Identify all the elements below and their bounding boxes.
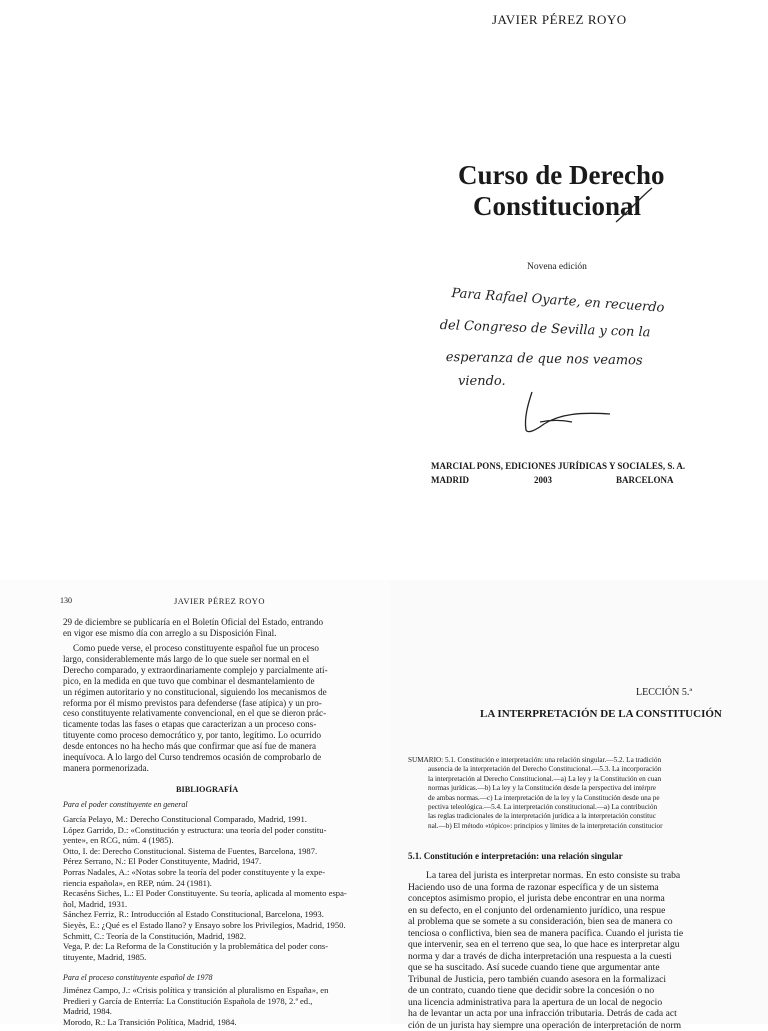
pen-stroke <box>614 186 654 226</box>
p2-line: Como puede verse, el proceso constituyente español fue un proceso <box>63 643 328 654</box>
dedication-line2: del Congreso de Sevilla y con la <box>439 318 650 340</box>
dedication-line4: viendo. <box>458 374 506 389</box>
body-line: conceptos asimismo propio, el jurista debe encontrar en una norma <box>408 893 683 905</box>
body-line: ha de levantar un acta por una infracción tributaria. Detrás de cada act <box>408 1008 683 1020</box>
summary-line: pectiva teleológica.—5.4. La interpretación constitucional.—a) La contribución <box>408 803 663 812</box>
p2-line: ticamente todas las fases o etapas que caracterizan a un proceso cons- <box>63 719 328 730</box>
body-line: norma y dar a través de dicha interpretación una respuesta a la cuesti <box>408 951 683 963</box>
ref-line: ñol, Madrid, 1931. <box>63 899 347 910</box>
p2-line: tituyente como proceso democrático y, por tanto, legítimo. Lo ocurrido <box>63 730 328 741</box>
p2-line: inequívoca. A lo largo del Curso tendremos ocasión de comprobarlo de <box>63 752 328 763</box>
summary-line: ausencia de la interpretación del Derecho Constitucional.—5.3. La incorporación <box>408 765 663 774</box>
p2-line: desde entonces no ha hecho más que confirmar que así fue de manera <box>63 741 328 752</box>
cover-city-left: MADRID <box>431 475 469 485</box>
bib-subheading-2: Para el proceso constituyente español de 1978 <box>63 973 212 982</box>
ref-line: García Pelayo, M.: Derecho Constitucional Comparado, Madrid, 1991. <box>63 814 347 825</box>
cover-city-right: BARCELONA <box>616 475 674 485</box>
p2-line: ceso constituyente relativamente convencional, en el que se dieron prác- <box>63 708 328 719</box>
body-line: tenciosa o conflictiva, bien sea de manera pacífica. Cuando el jurista tie <box>408 928 683 940</box>
body-line: que se ha suscitado. Así sucede cuando tiene que argumentar ante <box>408 962 683 974</box>
p2-line: largo, considerablemente más largo de lo que suele ser normal en el <box>63 654 328 665</box>
body-line: Haciendo uso de una forma de razonar específica y de un sistema <box>408 882 683 894</box>
page-number: 130 <box>60 596 72 605</box>
ref-line: Vega, P. de: La Reforma de la Constitución y la problemática del poder cons- <box>63 941 347 952</box>
paragraph-1 <box>63 617 363 639</box>
lesson-title: LA INTERPRETACIÓN DE LA CONSTITUCIÓN <box>480 708 722 720</box>
summary-line: SUMARIO: 5.1. Constitución e interpretación: una relación singular.—5.2. La tradición <box>408 756 663 765</box>
bib-refs-1 <box>63 814 347 962</box>
p2-line: un régimen autoritario y no constitucional, siguiendo los mecanismos de <box>63 687 328 698</box>
ref-line: riencia española», en REP, núm. 24 (1981). <box>63 878 347 889</box>
bib-subheading-1: Para el poder constituyente en general <box>63 800 188 809</box>
ref-line: Sánchez Ferriz, R.: Introducción al Estado Constitucional, Barcelona, 1993. <box>63 909 347 920</box>
summary-block <box>408 756 663 831</box>
ref-line: Otto, I. de: Derecho Constitucional. Sistema de Fuentes, Barcelona, 1987. <box>63 846 347 857</box>
section-heading: 5.1. Constitución e interpretación: una relación singular <box>408 851 623 861</box>
cover-publisher: MARCIAL PONS, EDICIONES JURÍDICAS Y SOCIALES, S. A. <box>431 461 685 471</box>
bibliography-heading: BIBLIOGRAFÍA <box>176 785 238 794</box>
running-head: JAVIER PÉREZ ROYO <box>174 596 265 606</box>
ref-line: Sieyès, E.: ¿Qué es el Estado llano? y Ensayo sobre los Privilegios, Madrid, 1950. <box>63 920 347 931</box>
cover-title-line1: Curso de Derecho <box>458 160 664 191</box>
ref-line: López Garrido, D.: «Constitución y estructura: una teoría del poder constitu- <box>63 825 347 836</box>
left-page <box>0 580 390 1024</box>
cover-year: 2003 <box>534 475 552 485</box>
p2-line: pico, en la medida en que tuvo que combinar el desmantelamiento de <box>63 676 328 687</box>
summary-line: las reglas tradicionales de la interpretación jurídica a la interpretación constituc <box>408 812 663 821</box>
ref-line: tituyente, Madrid, 1985. <box>63 952 347 963</box>
p2-line: reforma por él mismo previstos para defenderse (fase atípica) y un pro- <box>63 698 328 709</box>
body-line: de un contrato, cuando tiene que decidir sobre la concesión o no <box>408 985 683 997</box>
summary-line: de ambas normas.—c) La interpretación de la ley y la Constitución desde una pe <box>408 794 663 803</box>
body-line: ción de un jurista hay siempre una operación de interpretación de norm <box>408 1020 683 1031</box>
cover-title-line2: Constitucional <box>473 191 641 222</box>
body-line: que intervenir, sea en el terreno que sea, lo que hace es interpretar algu <box>408 939 683 951</box>
dedication-line3: esperanza de que nos veamos <box>446 350 643 368</box>
summary-line: nal.—b) El método «tópico»: principios y límites de la interpretación constitucior <box>408 822 663 831</box>
body-line: al problema que se somete a su consideración, bien sea de manera co <box>408 916 683 928</box>
p2-line: manera pormenorizada. <box>63 763 328 774</box>
section-body <box>408 870 683 1031</box>
dedication-line1: Para Rafael Oyarte, en recuerdo <box>451 286 665 316</box>
p1-line: 29 de diciembre se publicaría en el Boletín Oficial del Estado, entrando <box>63 617 363 628</box>
body-line: La tarea del jurista es interpretar normas. En esto consiste su traba <box>408 870 683 882</box>
ref-line: Recaséns Siches, L.: El Poder Constituyente. Su teoría, aplicada al momento espa- <box>63 888 347 899</box>
body-line: Tribunal de Justicia, pero también cuando asesora en la formalizaci <box>408 974 683 986</box>
body-line: en su defecto, en el conjunto del ordenamiento jurídico, una respue <box>408 905 683 917</box>
cover-edition: Novena edición <box>527 262 587 272</box>
p2-line: Derecho comparado, y extraordinariamente complejo y parcialmente atí- <box>63 665 328 676</box>
ref-line: Morodo, R.: La Transición Política, Madrid, 1984. <box>63 1017 328 1028</box>
right-page <box>390 580 768 1024</box>
ref-line: yente», en RCG, núm. 4 (1985). <box>63 835 347 846</box>
cover-author: JAVIER PÉREZ ROYO <box>492 12 627 28</box>
ref-line: Predieri y García de Enterría: La Constitución Española de 1978, 2.ª ed., <box>63 996 328 1007</box>
ref-line: Pérez Serrano, N.: El Poder Constituyente, Madrid, 1947. <box>63 856 347 867</box>
summary-line: la interpretación al Derecho Constitucional.—a) La ley y la Constitución en cuan <box>408 775 663 784</box>
bib-refs-2 <box>63 985 328 1027</box>
ref-line: Jiménez Campo, J.: «Crisis política y transición al pluralismo en España», en <box>63 985 328 996</box>
summary-line: normas jurídicas.—b) La ley y la Constitución desde la perspectiva del intérpre <box>408 784 663 793</box>
signature <box>510 384 620 444</box>
p1-line: en vigor ese mismo día con arreglo a su Disposición Final. <box>63 628 363 639</box>
paragraph-2 <box>63 643 328 774</box>
ref-line: Schmitt, C.: Teoría de la Constitución, Madrid, 1982. <box>63 931 347 942</box>
lesson-number: LECCIÓN 5.ª <box>636 687 692 698</box>
body-line: una licencia administrativa para la apertura de un local de negocio <box>408 997 683 1009</box>
ref-line: Madrid, 1984. <box>63 1006 328 1017</box>
ref-line: Porras Nadales, A.: «Notas sobre la teoría del poder constituyente y la expe- <box>63 867 347 878</box>
